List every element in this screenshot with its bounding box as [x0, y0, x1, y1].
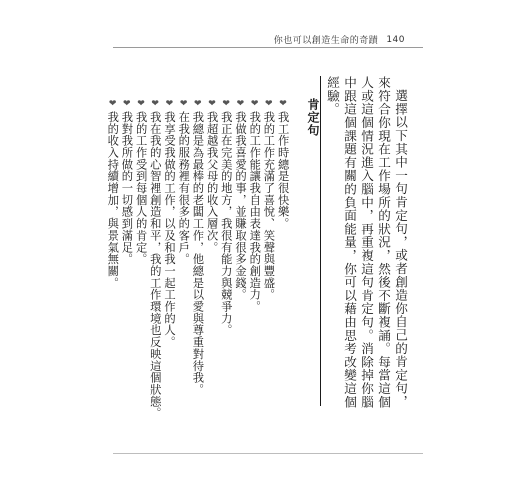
affirmation-text: 我享受我做的工作，以及和我一起工作的人。	[163, 111, 177, 348]
affirmation-text: 我對我所做的一切感到滿足。	[120, 111, 134, 266]
affirmation-text: 我的工作能讓我自由表達我的創造力。	[248, 111, 262, 313]
section-title: 肯定句	[306, 98, 320, 137]
running-header	[274, 33, 405, 46]
affirmation-text: 我超越我父母的收入層次。	[205, 111, 219, 254]
heart-icon: ❤	[236, 99, 245, 109]
affirmation-text: 我總是為最棒的老闆工作，他總是以愛與尊重對待我。	[191, 111, 205, 396]
book-title: 你也可以創造生命的奇蹟	[273, 36, 379, 46]
heart-icon: ❤	[179, 99, 188, 109]
affirmation-text: 我的工作受到每個人的肯定。	[134, 111, 148, 266]
heart-icon: ❤	[151, 99, 159, 109]
heart-icon: ❤	[194, 99, 202, 109]
heart-icon: ❤	[123, 99, 131, 109]
heart-icon: ❤	[222, 99, 230, 109]
affirmation-text: 在我的服務裡有很多的客戶。	[177, 111, 191, 266]
affirmation-text: 我工作時總是很快樂。	[276, 111, 290, 230]
heart-icon: ❤	[137, 99, 145, 109]
page-number: 140	[386, 34, 405, 45]
affirmation-item	[262, 100, 276, 301]
affirmation-item	[205, 100, 219, 253]
heart-icon: ❤	[165, 99, 174, 109]
affirmation-item	[148, 100, 162, 419]
heart-icon: ❤	[250, 99, 259, 109]
heart-icon: ❤	[279, 99, 287, 109]
heart-icon: ❤	[108, 99, 117, 109]
affirmation-item	[134, 100, 148, 265]
heart-icon: ❤	[265, 99, 273, 109]
affirmation-item	[191, 100, 205, 395]
affirmation-item	[276, 100, 290, 230]
heart-icon: ❤	[208, 99, 216, 109]
affirmation-item	[219, 100, 233, 336]
affirmation-item	[106, 100, 120, 289]
header-rule	[113, 47, 423, 48]
affirmation-text: 我在我的心智裡創造和平，我的工作環境也反映這個狀態。	[148, 111, 162, 420]
affirmation-item	[177, 100, 191, 265]
affirmation-text: 我的工作充滿了喜悅、笑聲與豐盛。	[262, 111, 276, 301]
affirmation-text: 我正在完美的地方，我很有能力與競爭力。	[219, 111, 233, 337]
intro-paragraph: 選擇以下其中一句肯定句，或者創造你自己的肯定句，來符合你現在工作場所的狀況，然後不斷複誦。每當這個人或這個情況進入腦中，再重複這句肯定句。消除掉你腦中跟這個課題有關的負面能量，你可以藉由思考改變這個經驗。	[325, 76, 408, 409]
footer-rule	[113, 453, 423, 454]
affirmation-text: 我的收入持續增加，與景氣無關。	[106, 111, 120, 289]
affirmation-item	[162, 100, 176, 348]
affirmation-text: 我做我喜愛的事，並賺取很多金錢。	[234, 111, 248, 301]
affirmation-item	[233, 100, 247, 301]
affirmation-item	[120, 100, 134, 265]
affirmation-item	[248, 100, 262, 312]
